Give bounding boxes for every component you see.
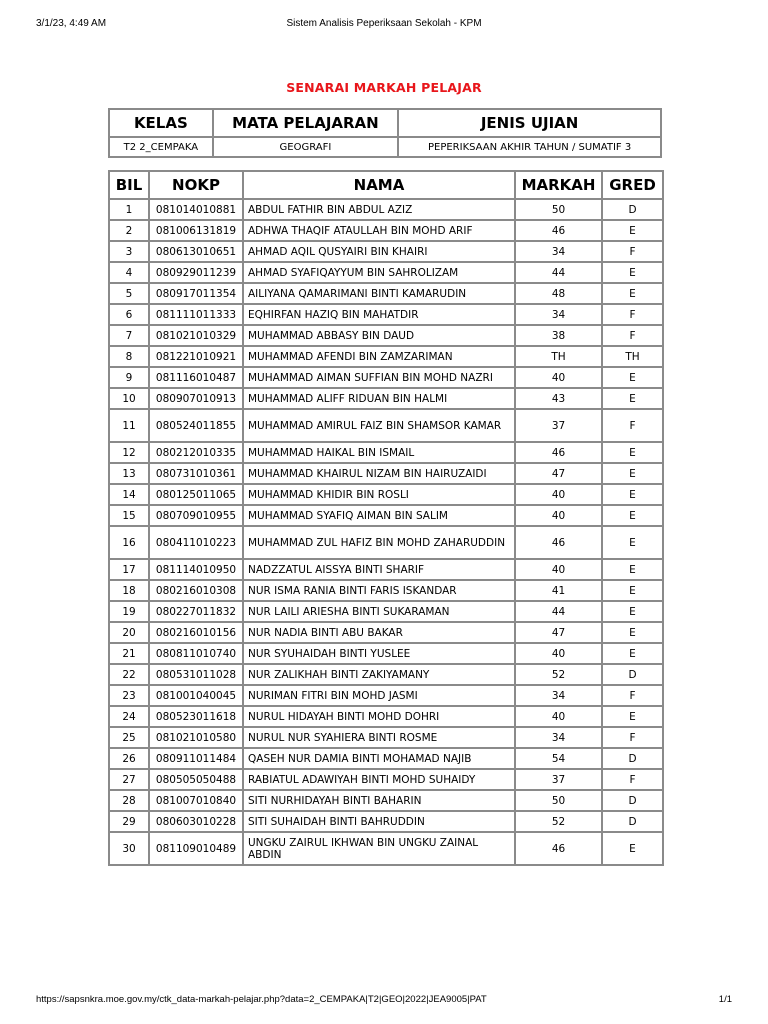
table-row [109, 325, 663, 346]
kelas-value: T2 2_CEMPAKA [109, 137, 213, 157]
nokp-cell: 081001040045 [149, 685, 243, 706]
markah-cell: 50 [515, 199, 602, 220]
bil-cell: 16 [109, 526, 149, 559]
gred-cell: E [602, 706, 663, 727]
nokp-cell: 081007010840 [149, 790, 243, 811]
nama-cell: MUHAMMAD AIMAN SUFFIAN BIN MOHD NAZRI [243, 367, 515, 388]
nama-header: NAMA [243, 171, 515, 199]
nama-cell: SITI SUHAIDAH BINTI BAHRUDDIN [243, 811, 515, 832]
nama-cell: NUR SYUHAIDAH BINTI YUSLEE [243, 643, 515, 664]
mata-pelajaran-header: MATA PELAJARAN [213, 109, 398, 137]
markah-cell: 47 [515, 622, 602, 643]
nama-cell: AILIYANA QAMARIMANI BINTI KAMARUDIN [243, 283, 515, 304]
nama-cell: SITI NURHIDAYAH BINTI BAHARIN [243, 790, 515, 811]
gred-cell: TH [602, 346, 663, 367]
bil-cell: 25 [109, 727, 149, 748]
nama-cell: NURUL HIDAYAH BINTI MOHD DOHRI [243, 706, 515, 727]
print-footer [0, 994, 768, 1008]
nama-cell: NUR ZALIKHAH BINTI ZAKIYAMANY [243, 664, 515, 685]
gred-cell: F [602, 325, 663, 346]
print-url: https://sapsnkra.moe.gov.my/ctk_data-markah-pelajar.php?data=2_CEMPAKA|T2|GEO|2022|JEA9005|PAT [36, 994, 487, 1005]
markah-cell: 40 [515, 367, 602, 388]
nama-cell: QASEH NUR DAMIA BINTI MOHAMAD NAJIB [243, 748, 515, 769]
table-row [109, 601, 663, 622]
markah-cell: 43 [515, 388, 602, 409]
table-row [109, 811, 663, 832]
bil-cell: 26 [109, 748, 149, 769]
gred-cell: D [602, 811, 663, 832]
markah-cell: 46 [515, 442, 602, 463]
markah-cell: 46 [515, 832, 602, 865]
jenis-ujian-header: JENIS UJIAN [398, 109, 661, 137]
nokp-cell: 080227011832 [149, 601, 243, 622]
table-row [109, 220, 663, 241]
bil-cell: 21 [109, 643, 149, 664]
table-row [109, 241, 663, 262]
gred-cell: D [602, 199, 663, 220]
table-row [109, 409, 663, 442]
table-row [109, 790, 663, 811]
table-row [109, 199, 663, 220]
table-row [109, 262, 663, 283]
markah-cell: 34 [515, 304, 602, 325]
table-row [109, 769, 663, 790]
markah-cell: 34 [515, 685, 602, 706]
table-row [109, 505, 663, 526]
nama-cell: NURIMAN FITRI BIN MOHD JASMI [243, 685, 515, 706]
gred-cell: E [602, 643, 663, 664]
nokp-cell: 081109010489 [149, 832, 243, 865]
class-info-header-row [109, 109, 661, 137]
gred-cell: F [602, 769, 663, 790]
markah-cell: 44 [515, 262, 602, 283]
marks-body [109, 199, 663, 865]
gred-cell: E [602, 220, 663, 241]
nokp-cell: 081006131819 [149, 220, 243, 241]
marks-header-row [109, 171, 663, 199]
table-row [109, 346, 663, 367]
markah-cell: 34 [515, 241, 602, 262]
markah-cell: 54 [515, 748, 602, 769]
nokp-cell: 080531011028 [149, 664, 243, 685]
gred-cell: D [602, 664, 663, 685]
nokp-cell: 081116010487 [149, 367, 243, 388]
nama-cell: ABDUL FATHIR BIN ABDUL AZIZ [243, 199, 515, 220]
markah-cell: 52 [515, 664, 602, 685]
bil-cell: 6 [109, 304, 149, 325]
nokp-cell: 081014010881 [149, 199, 243, 220]
nokp-cell: 081111011333 [149, 304, 243, 325]
markah-cell: 46 [515, 526, 602, 559]
nokp-cell: 080603010228 [149, 811, 243, 832]
bil-cell: 19 [109, 601, 149, 622]
nokp-cell: 080505050488 [149, 769, 243, 790]
bil-cell: 23 [109, 685, 149, 706]
nokp-cell: 081021010329 [149, 325, 243, 346]
table-row [109, 685, 663, 706]
nokp-cell: 080731010361 [149, 463, 243, 484]
nama-cell: ADHWA THAQIF ATAULLAH BIN MOHD ARIF [243, 220, 515, 241]
nokp-cell: 080709010955 [149, 505, 243, 526]
gred-cell: E [602, 442, 663, 463]
table-row [109, 463, 663, 484]
bil-cell: 3 [109, 241, 149, 262]
markah-cell: 40 [515, 706, 602, 727]
nama-cell: NADZZATUL AISSYA BINTI SHARIF [243, 559, 515, 580]
bil-cell: 8 [109, 346, 149, 367]
nama-cell: MUHAMMAD AMIRUL FAIZ BIN SHAMSOR KAMAR [243, 409, 515, 442]
gred-cell: E [602, 559, 663, 580]
markah-cell: TH [515, 346, 602, 367]
table-row [109, 580, 663, 601]
nama-cell: AHMAD SYAFIQAYYUM BIN SAHROLIZAM [243, 262, 515, 283]
nama-cell: AHMAD AQIL QUSYAIRI BIN KHAIRI [243, 241, 515, 262]
markah-cell: 40 [515, 559, 602, 580]
markah-header: MARKAH [515, 171, 602, 199]
bil-header: BIL [109, 171, 149, 199]
nokp-cell: 080929011239 [149, 262, 243, 283]
gred-cell: F [602, 241, 663, 262]
nokp-cell: 080524011855 [149, 409, 243, 442]
table-row [109, 367, 663, 388]
gred-cell: E [602, 388, 663, 409]
markah-cell: 50 [515, 790, 602, 811]
bil-cell: 5 [109, 283, 149, 304]
bil-cell: 9 [109, 367, 149, 388]
bil-cell: 4 [109, 262, 149, 283]
nokp-cell: 080613010651 [149, 241, 243, 262]
gred-cell: E [602, 832, 663, 865]
gred-cell: F [602, 727, 663, 748]
bil-cell: 7 [109, 325, 149, 346]
gred-cell: E [602, 484, 663, 505]
bil-cell: 17 [109, 559, 149, 580]
class-info-value-row [109, 137, 661, 157]
bil-cell: 22 [109, 664, 149, 685]
table-row [109, 442, 663, 463]
markah-cell: 41 [515, 580, 602, 601]
table-row [109, 484, 663, 505]
jenis-ujian-value: PEPERIKSAAN AKHIR TAHUN / SUMATIF 3 [398, 137, 661, 157]
gred-cell: E [602, 601, 663, 622]
bil-cell: 24 [109, 706, 149, 727]
markah-cell: 44 [515, 601, 602, 622]
table-row [109, 706, 663, 727]
print-header [0, 18, 768, 32]
markah-cell: 37 [515, 769, 602, 790]
nama-cell: MUHAMMAD ABBASY BIN DAUD [243, 325, 515, 346]
nama-cell: RABIATUL ADAWIYAH BINTI MOHD SUHAIDY [243, 769, 515, 790]
bil-cell: 13 [109, 463, 149, 484]
nama-cell: MUHAMMAD AFENDI BIN ZAMZARIMAN [243, 346, 515, 367]
markah-cell: 37 [515, 409, 602, 442]
nama-cell: MUHAMMAD SYAFIQ AIMAN BIN SALIM [243, 505, 515, 526]
table-row [109, 832, 663, 865]
gred-header: GRED [602, 171, 663, 199]
marks-table [108, 170, 664, 866]
print-page-title: Sistem Analisis Peperiksaan Sekolah - KPM [286, 18, 482, 29]
table-row [109, 304, 663, 325]
nama-cell: MUHAMMAD KHAIRUL NIZAM BIN HAIRUZAIDI [243, 463, 515, 484]
table-row [109, 643, 663, 664]
bil-cell: 29 [109, 811, 149, 832]
gred-cell: E [602, 367, 663, 388]
nama-cell: UNGKU ZAIRUL IKHWAN BIN UNGKU ZAINAL ABDIN [243, 832, 515, 865]
table-row [109, 727, 663, 748]
nokp-cell: 080907010913 [149, 388, 243, 409]
nama-cell: NUR NADIA BINTI ABU BAKAR [243, 622, 515, 643]
markah-cell: 40 [515, 505, 602, 526]
markah-cell: 40 [515, 484, 602, 505]
class-info-table [108, 108, 662, 158]
nama-cell: EQHIRFAN HAZIQ BIN MAHATDIR [243, 304, 515, 325]
nama-cell: MUHAMMAD KHIDIR BIN ROSLI [243, 484, 515, 505]
nokp-cell: 080523011618 [149, 706, 243, 727]
bil-cell: 15 [109, 505, 149, 526]
table-row [109, 748, 663, 769]
kelas-header: KELAS [109, 109, 213, 137]
markah-cell: 48 [515, 283, 602, 304]
print-page-number: 1/1 [718, 994, 732, 1005]
nokp-cell: 080911011484 [149, 748, 243, 769]
markah-cell: 46 [515, 220, 602, 241]
nama-cell: NUR ISMA RANIA BINTI FARIS ISKANDAR [243, 580, 515, 601]
report-title: SENARAI MARKAH PELAJAR [286, 80, 482, 95]
bil-cell: 11 [109, 409, 149, 442]
bil-cell: 14 [109, 484, 149, 505]
bil-cell: 20 [109, 622, 149, 643]
markah-cell: 40 [515, 643, 602, 664]
gred-cell: E [602, 505, 663, 526]
bil-cell: 30 [109, 832, 149, 865]
bil-cell: 10 [109, 388, 149, 409]
nama-cell: NUR LAILI ARIESHA BINTI SUKARAMAN [243, 601, 515, 622]
gred-cell: E [602, 622, 663, 643]
bil-cell: 12 [109, 442, 149, 463]
nokp-cell: 080811010740 [149, 643, 243, 664]
nokp-cell: 080917011354 [149, 283, 243, 304]
gred-cell: F [602, 685, 663, 706]
nokp-cell: 080216010308 [149, 580, 243, 601]
markah-cell: 52 [515, 811, 602, 832]
nama-cell: MUHAMMAD ZUL HAFIZ BIN MOHD ZAHARUDDIN [243, 526, 515, 559]
nokp-cell: 080212010335 [149, 442, 243, 463]
nokp-cell: 081021010580 [149, 727, 243, 748]
nokp-cell: 080125011065 [149, 484, 243, 505]
table-row [109, 388, 663, 409]
nokp-cell: 081114010950 [149, 559, 243, 580]
markah-cell: 47 [515, 463, 602, 484]
bil-cell: 28 [109, 790, 149, 811]
gred-cell: E [602, 526, 663, 559]
table-row [109, 622, 663, 643]
bil-cell: 2 [109, 220, 149, 241]
bil-cell: 1 [109, 199, 149, 220]
table-row [109, 559, 663, 580]
markah-cell: 34 [515, 727, 602, 748]
mata-pelajaran-value: GEOGRAFI [213, 137, 398, 157]
table-row [109, 283, 663, 304]
bil-cell: 18 [109, 580, 149, 601]
nokp-cell: 081221010921 [149, 346, 243, 367]
nama-cell: MUHAMMAD ALIFF RIDUAN BIN HALMI [243, 388, 515, 409]
gred-cell: D [602, 790, 663, 811]
nokp-cell: 080216010156 [149, 622, 243, 643]
table-row [109, 664, 663, 685]
gred-cell: E [602, 580, 663, 601]
nama-cell: MUHAMMAD HAIKAL BIN ISMAIL [243, 442, 515, 463]
gred-cell: D [602, 748, 663, 769]
gred-cell: E [602, 283, 663, 304]
gred-cell: F [602, 304, 663, 325]
print-datetime: 3/1/23, 4:49 AM [36, 18, 107, 29]
bil-cell: 27 [109, 769, 149, 790]
nokp-cell: 080411010223 [149, 526, 243, 559]
gred-cell: E [602, 262, 663, 283]
nama-cell: NURUL NUR SYAHIERA BINTI ROSME [243, 727, 515, 748]
nokp-header: NOKP [149, 171, 243, 199]
gred-cell: E [602, 463, 663, 484]
table-row [109, 526, 663, 559]
markah-cell: 38 [515, 325, 602, 346]
gred-cell: F [602, 409, 663, 442]
